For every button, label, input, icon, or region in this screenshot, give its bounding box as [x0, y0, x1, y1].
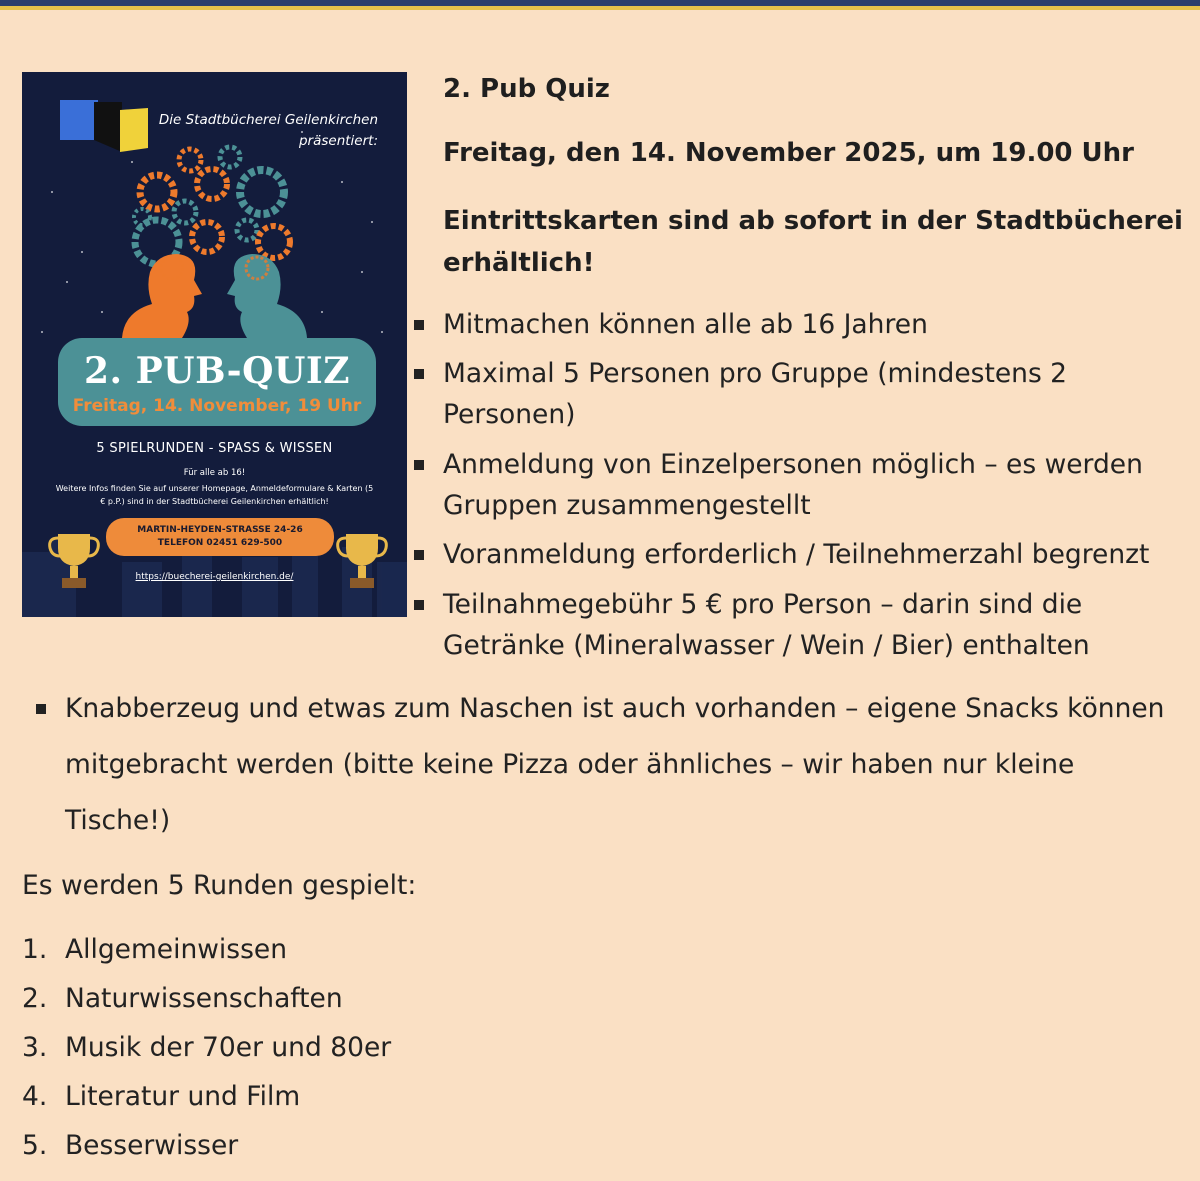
- list-item: [65, 681, 1165, 849]
- poster-rounds: 5 SPIELRUNDEN - SPASS & WISSEN: [96, 441, 333, 456]
- bullet-icon: [414, 600, 424, 610]
- list-number: 1.: [22, 934, 48, 965]
- logo-flag-icon: [60, 100, 148, 152]
- rounds-list: [22, 934, 622, 1179]
- trophy-icon: [48, 530, 100, 594]
- list-number: 4.: [22, 1081, 48, 1112]
- poster-title-box: [58, 338, 376, 426]
- list-number: 5.: [22, 1130, 48, 1161]
- list-item-text: Voranmeldung erforderlich / Teilnehmerzahl begrenzt: [443, 539, 1150, 570]
- poster-url: https://buecherei-geilenkirchen.de/: [135, 572, 294, 582]
- article-date: Freitag, den 14. November 2025, um 19.00 Uhr: [443, 138, 1134, 168]
- list-item: [443, 444, 1183, 526]
- list-item-text: Naturwissenschaften: [65, 983, 343, 1014]
- poster-presenter: Die Stadtbücherei Geilenkirchen präsentiert:: [158, 112, 378, 149]
- list-item-text: Maximal 5 Personen pro Gruppe (mindestens 2 Personen): [443, 358, 1068, 430]
- event-poster[interactable]: [22, 72, 407, 617]
- head-silhouette-icon: [122, 254, 307, 338]
- list-item: [443, 304, 1183, 345]
- article-tickets-note: Eintrittskarten sind ab sofort in der Stadtbücherei erhältlich!: [443, 206, 1183, 278]
- list-item-text: Besserwisser: [65, 1130, 239, 1161]
- poster-address-box: [106, 518, 334, 556]
- poster-title: 2. PUB-QUIZ: [84, 350, 350, 392]
- list-item-text: Allgemeinwissen: [65, 934, 288, 965]
- poster-info: Weitere Infos finden Sie auf unserer Homepage, Anmeldeformulare & Karten (5 € p.P.) sind in der Stadtbücherei Geilenkirchen erhältlich!: [55, 484, 374, 506]
- list-number: 2.: [22, 983, 48, 1014]
- list-item: [22, 1081, 622, 1130]
- poster-date: Freitag, 14. November, 19 Uhr: [72, 396, 362, 416]
- bullet-icon: [36, 704, 46, 714]
- list-item-text: Literatur und Film: [65, 1081, 301, 1112]
- list-item: [22, 934, 622, 983]
- poster-age: Für alle ab 16!: [183, 468, 246, 478]
- rounds-intro: Es werden 5 Runden gespielt:: [22, 870, 417, 901]
- list-item: [22, 1130, 622, 1179]
- poster-address: MARTIN-HEYDEN-STRASSE 24-26: [137, 525, 303, 535]
- list-item: [22, 1032, 622, 1081]
- poster-phone: TELEFON 02451 629-500: [157, 538, 283, 548]
- list-item: [443, 584, 1183, 666]
- list-item-text: Musik der 70er und 80er: [65, 1032, 392, 1063]
- list-item-text: Knabberzeug und etwas zum Naschen ist auch vorhanden – eigene Snacks können mitgebracht werden (bitte keine Pizza oder ähnliches – wir haben nur kleine Tische!): [65, 693, 1165, 836]
- list-item-text: Anmeldung von Einzelpersonen möglich – es werden Gruppen zusammengestellt: [443, 449, 1143, 521]
- article-title: 2. Pub Quiz: [443, 74, 610, 104]
- gears-icon: [134, 147, 290, 264]
- list-item-text: Teilnahmegebühr 5 € pro Person – darin sind die Getränke (Mineralwasser / Wein / Bier) enthalten: [443, 589, 1090, 661]
- trophy-icon: [336, 530, 388, 594]
- bullet-icon: [414, 460, 424, 470]
- list-item: [443, 534, 1193, 575]
- list-item: [443, 353, 1123, 435]
- bullet-icon: [414, 320, 424, 330]
- list-number: 3.: [22, 1032, 48, 1063]
- list-item: [22, 983, 622, 1032]
- list-item-text: Mitmachen können alle ab 16 Jahren: [443, 309, 928, 340]
- top-accent-stripe: [0, 6, 1200, 10]
- bullet-icon: [414, 369, 424, 379]
- bullet-icon: [414, 550, 424, 560]
